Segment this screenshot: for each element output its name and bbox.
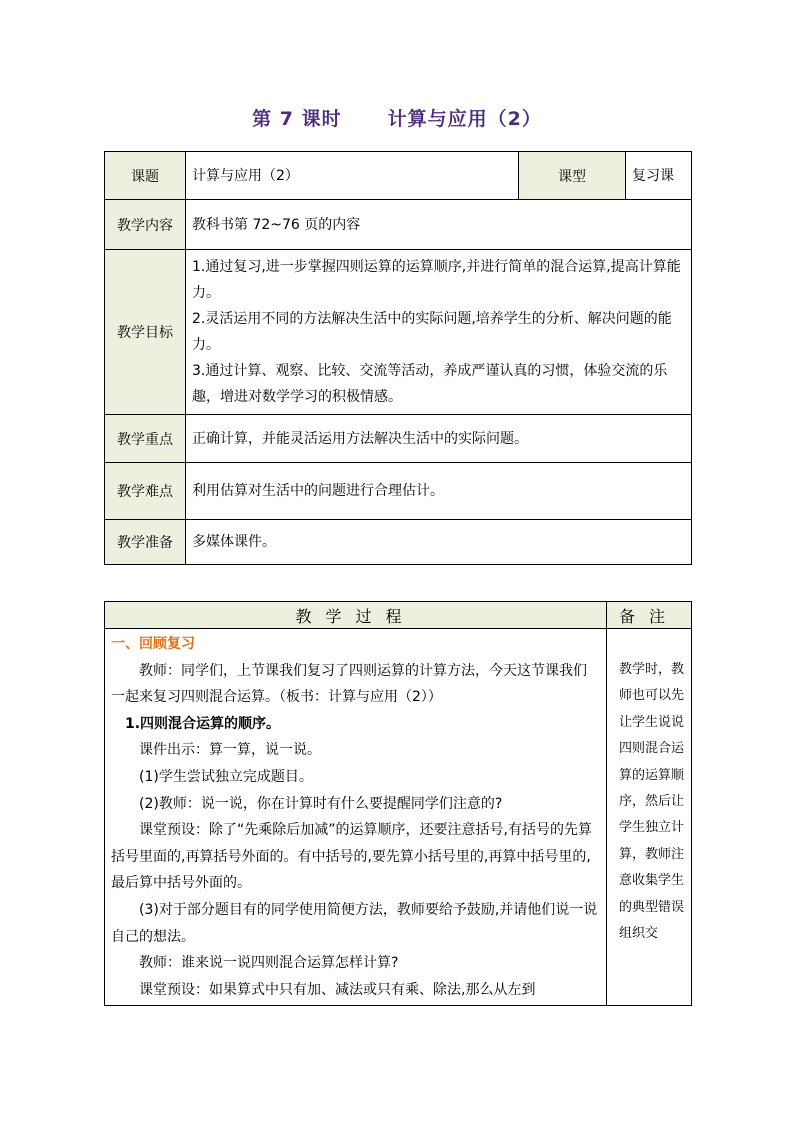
content-value: 教科书第 72~76 页的内容 <box>186 200 692 250</box>
process-paragraph: 课堂预设：除了“先乘除后加减”的运算顺序，还要注意括号,有括号的先算括号里面的,再算括号外面的。有中括号的,要先算小括号里的,再算中括号里的,最后算中括号外面的。 <box>111 822 592 892</box>
process-paragraph: 课堂预设：如果算式中只有加、减法或只有乘、除法,那么从左到 <box>139 981 536 998</box>
content-label: 教学内容 <box>105 200 186 250</box>
lesson-info-table <box>104 151 692 565</box>
process-paragraph: (3)对于部分题目有的同学使用简便方法，教师要给予鼓励,并请他们说一说自己的想法。 <box>111 901 598 945</box>
process-content <box>105 629 607 1006</box>
goal-item: 3.通过计算、观察、比较、交流等活动，养成严谨认真的习惯，体验交流的乐趣，增进对数学学习的积极情感。 <box>192 363 668 405</box>
prep-value: 多媒体课件。 <box>186 520 692 565</box>
prep-label: 教学准备 <box>105 520 186 565</box>
teaching-process-table <box>104 601 692 1006</box>
goals-label: 教学目标 <box>105 250 186 415</box>
process-paragraph: 教师：谁来说一说四则混合运算怎样计算? <box>139 955 399 972</box>
key-value: 正确计算，并能灵活运用方法解决生活中的实际问题。 <box>186 415 692 463</box>
difficulty-value: 利用估算对生活中的问题进行合理估计。 <box>186 463 692 520</box>
process-paragraph: (1)学生尝试独立完成题目。 <box>139 768 313 785</box>
lesson-title: 计算与应用（2） <box>387 108 542 130</box>
page-title <box>0 104 794 131</box>
difficulty-label: 教学难点 <box>105 463 186 520</box>
notes-header: 备注 <box>607 602 692 629</box>
notes-content: 教学时，教师也可以先让学生说说四则混合运算的运算顺序，然后让学生独立计算，教师注意收集学生的典型错误组织交 <box>607 629 692 1006</box>
topic-label: 课题 <box>105 152 186 200</box>
goal-item: 2.灵活运用不同的方法解决生活中的实际问题,培养学生的分析、解决问题的能力。 <box>192 311 672 353</box>
key-label: 教学重点 <box>105 415 186 463</box>
type-label: 课型 <box>519 152 626 200</box>
topic-value: 计算与应用（2） <box>186 152 519 200</box>
process-paragraph: (2)教师：说一说，你在计算时有什么要提醒同学们注意的? <box>139 795 503 812</box>
process-paragraph: 教师：同学们，上节课我们复习了四则运算的计算方法，今天这节课我们一起来复习四则混合运算。（板书：计算与应用（2）） <box>111 662 587 706</box>
lesson-number: 第 7 课时 <box>252 108 342 130</box>
section-title: 一、回顾复习 <box>111 636 195 652</box>
process-subheading: 1.四则混合运算的顺序。 <box>125 715 281 732</box>
type-value: 复习课 <box>626 152 692 200</box>
goals-value <box>186 250 692 415</box>
process-header: 教学过程 <box>105 602 607 629</box>
process-paragraph: 课件出示：算一算，说一说。 <box>139 742 321 759</box>
goal-item: 1.通过复习,进一步掌握四则运算的运算顺序,并进行简单的混合运算,提高计算能力。 <box>192 259 681 301</box>
